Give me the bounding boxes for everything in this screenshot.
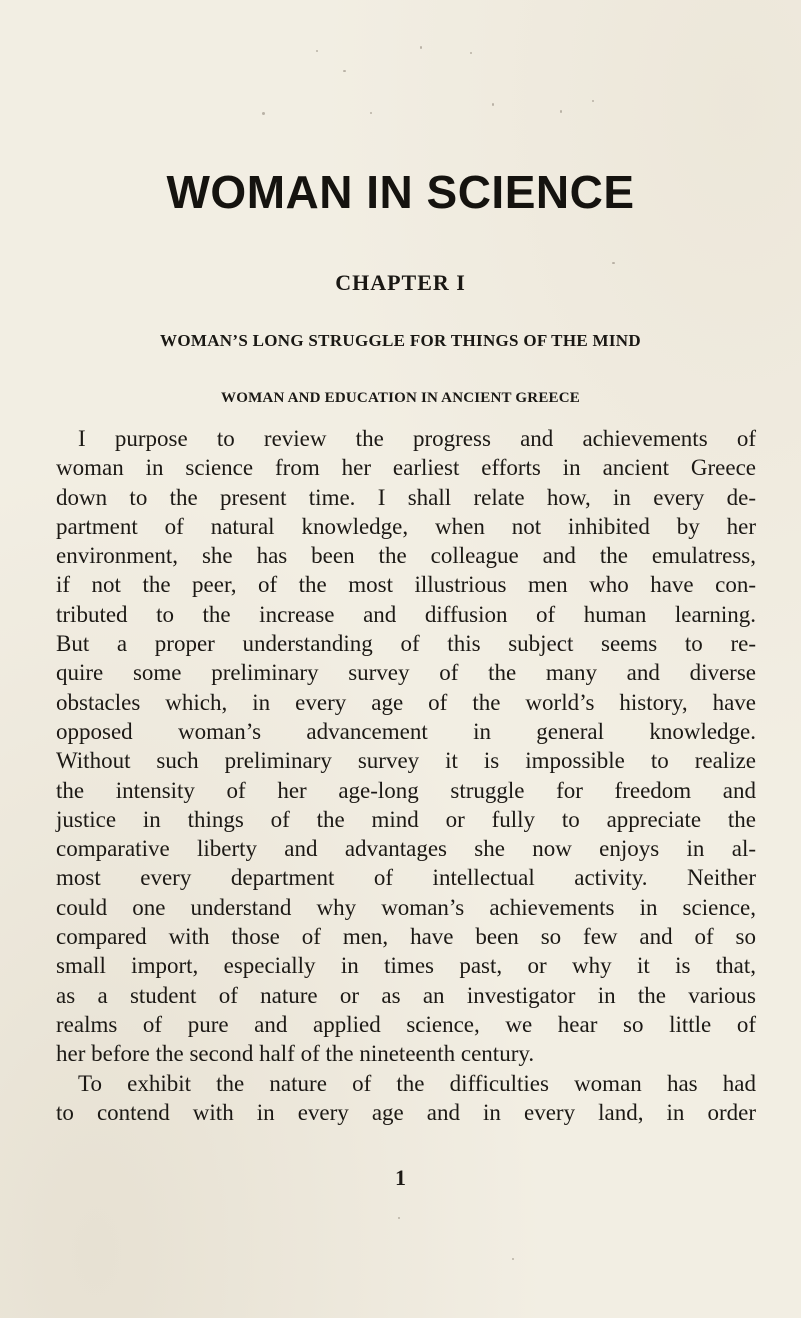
text-line: tributed to the increase and diffusion of human learning. bbox=[56, 601, 756, 627]
text-line: her before the second half of the nineteenth century. bbox=[56, 1041, 535, 1067]
text-line: obstacles which, in every age of the world’s history, have bbox=[56, 689, 756, 715]
body-text bbox=[56, 424, 756, 1127]
print-speck bbox=[612, 262, 615, 264]
book-title: WOMAN IN SCIENCE bbox=[166, 166, 635, 218]
page-number: 1 bbox=[395, 1165, 406, 1190]
text-line: woman in science from her earliest efforts in ancient Greece bbox=[56, 455, 756, 481]
print-speck bbox=[492, 103, 494, 106]
print-speck bbox=[592, 100, 594, 102]
text-line: comparative liberty and advantages she now enjoys in al- bbox=[56, 836, 756, 862]
text-line: opposed woman’s advancement in general knowledge. bbox=[56, 718, 756, 744]
text-line: I purpose to review the progress and achievements of bbox=[78, 426, 756, 451]
print-speck bbox=[370, 112, 372, 114]
print-speck bbox=[262, 112, 265, 115]
print-speck bbox=[343, 70, 346, 72]
text-line: But a proper understanding of this subject seems to re- bbox=[56, 631, 756, 657]
text-line: To exhibit the nature of the difficulties woman has had bbox=[78, 1070, 756, 1096]
text-line: compared with those of men, have been so few and of so bbox=[56, 924, 756, 950]
text-line: most every department of intellectual activity. Neither bbox=[56, 865, 756, 891]
chapter-title: WOMAN’S LONG STRUGGLE FOR THINGS OF THE MIND bbox=[160, 331, 641, 350]
text-line: quire some preliminary survey of the many and diverse bbox=[56, 660, 756, 686]
text-line: realms of pure and applied science, we hear so little of bbox=[56, 1011, 756, 1037]
text-line: small import, especially in times past, or why it is that, bbox=[56, 953, 756, 979]
text-line: the intensity of her age-long struggle for freedom and bbox=[56, 777, 756, 803]
print-speck bbox=[560, 110, 562, 113]
section-title: WOMAN AND EDUCATION IN ANCIENT GREECE bbox=[221, 390, 580, 406]
text-line: Without such preliminary survey it is impossible to realize bbox=[56, 748, 756, 774]
print-speck bbox=[512, 1258, 514, 1260]
text-line: justice in things of the mind or fully to appreciate the bbox=[56, 806, 756, 832]
text-line: down to the present time. I shall relate how, in every de- bbox=[56, 484, 756, 510]
print-speck bbox=[420, 46, 422, 49]
print-speck bbox=[398, 1217, 400, 1219]
text-line: could one understand why woman’s achievements in science, bbox=[56, 894, 756, 920]
print-speck bbox=[470, 52, 472, 54]
text-line: to contend with in every age and in every land, in order bbox=[56, 1099, 756, 1125]
text-line: if not the peer, of the most illustrious men who have con- bbox=[56, 572, 756, 598]
text-line: partment of natural knowledge, when not inhibited by her bbox=[56, 513, 756, 539]
text-line: environment, she has been the colleague and the emulatress, bbox=[56, 543, 756, 569]
chapter-heading: CHAPTER I bbox=[335, 270, 466, 295]
print-speck bbox=[316, 50, 318, 52]
text-line: as a student of nature or as an investigator in the various bbox=[56, 982, 756, 1008]
